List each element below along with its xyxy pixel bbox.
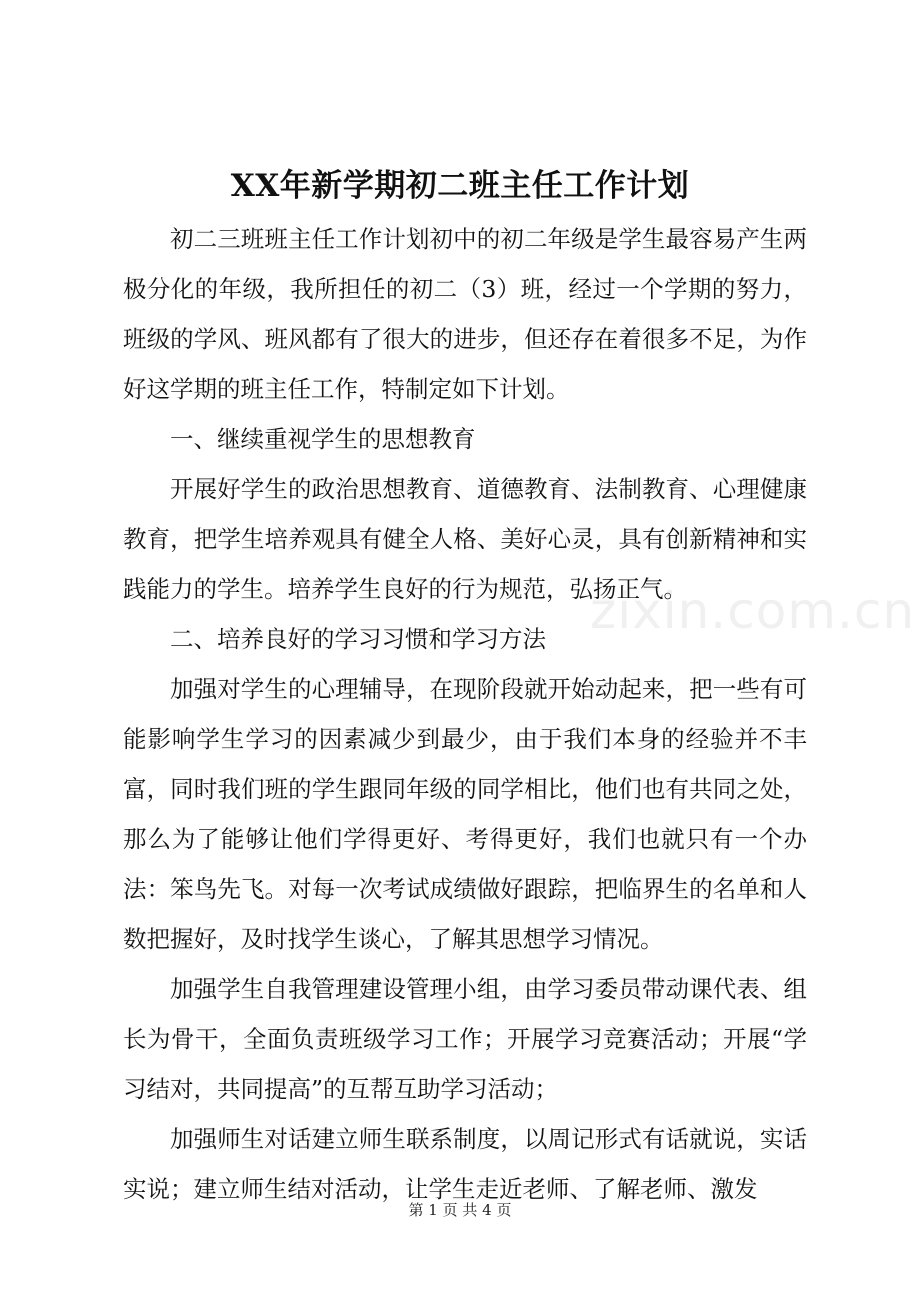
watermark: zixin.com.cn (590, 582, 916, 640)
paragraph-self-management: 加强学生自我管理建设管理小组，由学习委员带动课代表、组长为骨干，全面负责班级学习工作；开展学习竞赛活动；开展“学习结对，共同提高”的互帮互助学习活动； (123, 975, 807, 1103)
paragraph-ideology: 开展好学生的政治思想教育、道德教育、法制教育、心理健康教育，把学生培养观具有健全人格、美好心灵，具有创新精神和实践能力的学生。培养学生良好的行为规范，弘扬正气。 (123, 475, 807, 603)
paragraph-dialogue: 加强师生对话建立师生联系制度，以周记形式有话就说，实话实说；建立师生结对活动，让学生走近老师、了解老师、激发 (123, 1125, 807, 1203)
section-heading-1: 一、继续重视学生的思想教育 (170, 425, 476, 453)
paragraph-intro: 初二三班班主任工作计划初中的初二年级是学生最容易产生两极分化的年级，我所担任的初二（3）班，经过一个学期的努力，班级的学风、班风都有了很大的进步，但还存在着很多不足，为作好这学期的班主任工作，特制定如下计划。 (123, 225, 807, 403)
section-heading-2: 二、培养良好的学习习惯和学习方法 (170, 625, 546, 653)
document-title: XX年新学期初二班主任工作计划 (230, 168, 690, 204)
paragraph-counseling: 加强对学生的心理辅导，在现阶段就开始动起来，把一些有可能影响学生学习的因素减少到最少，由于我们本身的经验并不丰富，同时我们班的学生跟同年级的同学相比，他们也有共同之处，那么为了能够让他们学得更好、考得更好，我们也就只有一个办法：笨鸟先飞。对每一次考试成绩做好跟踪，把临界生的名单和人数把握好，及时找学生谈心，了解其思想学习情况。 (123, 675, 807, 953)
document-body (123, 214, 807, 1214)
page-footer: 第 1 页 共 4 页 (408, 1201, 512, 1219)
